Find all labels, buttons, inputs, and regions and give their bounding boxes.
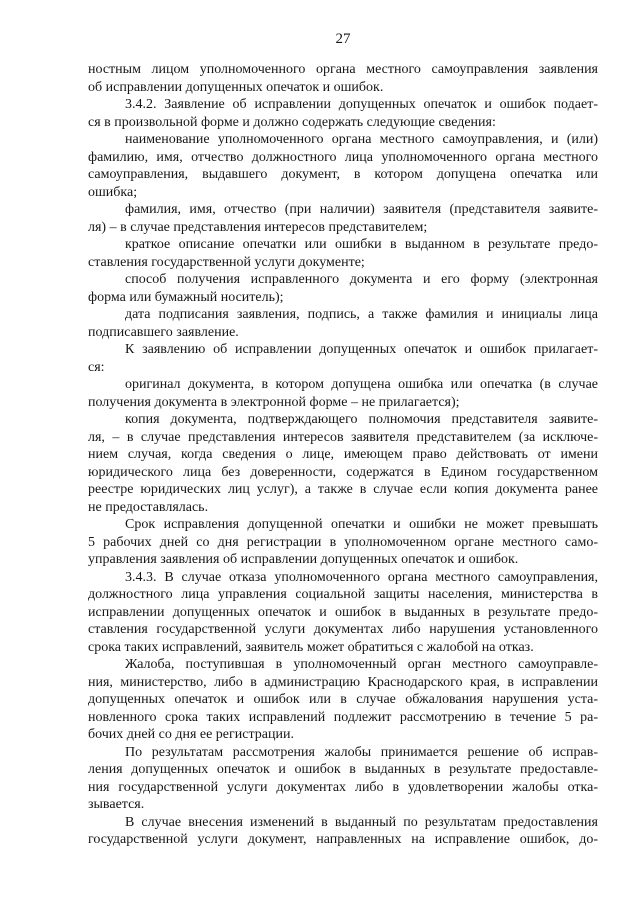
paragraph	[88, 306, 598, 341]
paragraph	[88, 411, 598, 516]
paragraph	[88, 744, 598, 814]
text-line: 3.4.3. В случае отказа уполномоченного органа местного самоуправления,	[125, 569, 598, 585]
text-line: должностного лица управления социальной защиты населения, министерства в	[88, 587, 598, 602]
text-line: Срок исправления допущенной опечатки и ошибки не может превышать	[125, 517, 598, 532]
text-line: фамилию, имя, отчество должностного лица уполномоченного органа местного	[88, 149, 598, 165]
text-line: К заявлению об исправлении допущенных опечаток и ошибок прилагает-	[125, 342, 598, 357]
text-line: подписавшего заявление.	[88, 324, 239, 340]
text-line: допущенных опечаток и ошибок или в случае обжалования нарушения уста-	[88, 692, 598, 707]
text-line: не предоставлялась.	[88, 499, 209, 515]
page-number: 27	[335, 31, 351, 47]
text-line: форма или бумажный носитель);	[88, 289, 284, 305]
paragraph	[88, 814, 598, 849]
text-line: бочих дней со дня ее регистрации.	[88, 727, 294, 742]
text-line: оригинал документа, в котором допущена ошибка или опечатка (в случае	[125, 377, 598, 392]
text-line: государственной услуги документ, направленных на исправление ошибок, до-	[88, 832, 598, 847]
text-line: исправлении допущенных опечаток и ошибок в выданных в результате предо-	[88, 604, 598, 620]
paragraph	[88, 656, 598, 744]
paragraph	[88, 236, 598, 271]
text-line: реестре юридических лиц услуг), а также в случае если копия документа ранее	[88, 482, 598, 497]
text-line: зывается.	[88, 797, 145, 812]
paragraph	[88, 61, 598, 96]
paragraph	[88, 131, 598, 201]
text-line: об исправлении допущенных опечаток и ошибок.	[88, 79, 384, 95]
text-line: ся в произвольной форме и должно содержать следующие сведения:	[88, 114, 496, 130]
text-line: ошибка;	[88, 184, 138, 200]
text-line: нием случая, когда сведения о лице, имеющем право действовать от имени	[88, 447, 598, 462]
text-line: дата подписания заявления, подпись, а также фамилия и инициалы лица	[125, 307, 598, 322]
paragraph	[88, 271, 598, 306]
text-line: ставления государственной услуги документе;	[88, 254, 365, 270]
text-line: управления заявления об исправлении допущенных опечаток и ошибок.	[88, 552, 519, 567]
text-line: способ получения исправленного документа и его форму (электронная	[125, 272, 598, 287]
text-line: срока таких исправлений, заявитель может обратиться с жалобой на отказ.	[88, 639, 534, 655]
text-line: ля) – в случае представления интересов представителем;	[88, 219, 428, 235]
text-line: ся:	[88, 359, 105, 375]
text-line: ностным лицом уполномоченного органа местного самоуправления заявления	[88, 62, 598, 77]
text-line: ставления государственной услуги документах либо нарушения установленного	[88, 622, 598, 637]
text-line: получения документа в электронной форме – не прилагается);	[88, 394, 460, 410]
paragraph	[88, 516, 598, 569]
text-line: новленного срока таких исправлений подлежит рассмотрению в течение 5 ра-	[88, 709, 598, 725]
paragraph	[88, 569, 598, 657]
text-line: В случае внесения изменений в выданный по результатам предоставления	[125, 814, 598, 830]
text-line: ля, – в случае представления интересов заявителя представителем (за исключе-	[88, 429, 598, 445]
paragraph	[88, 201, 598, 236]
paragraph	[88, 96, 598, 131]
text-line: По результатам рассмотрения жалобы принимается решение об исправ-	[125, 744, 598, 760]
text-line: наименование уполномоченного органа местного самоуправления, и (или)	[125, 132, 598, 147]
text-line: юридического лица без доверенности, содержатся в Едином государственном	[88, 464, 598, 480]
text-line: 3.4.2. Заявление об исправлении допущенных опечаток и ошибок подает-	[125, 97, 598, 112]
text-line: 5 рабочих дней со дня регистрации в уполномоченном органе местного само-	[88, 534, 598, 550]
text-line: копия документа, подтверждающего полномочия представителя заявите-	[125, 412, 598, 427]
document-body	[88, 61, 598, 849]
paragraph	[88, 341, 598, 376]
text-line: Жалоба, поступившая в уполномоченный орган местного самоуправле-	[125, 657, 598, 672]
paragraph	[88, 376, 598, 411]
text-line: ния, министерство, либо в администрацию Краснодарского края, в исправлении	[88, 674, 598, 690]
text-line: фамилия, имя, отчество (при наличии) заявителя (представителя заявите-	[125, 202, 598, 217]
text-line: краткое описание опечатки или ошибки в выданном в результате предо-	[125, 237, 598, 252]
text-line: ния государственной услуги документах либо в удовлетворении жалобы отка-	[88, 779, 598, 795]
text-line: самоуправления, выдавшего документ, в котором допущена опечатка или	[88, 167, 598, 182]
text-line: ления допущенных опечаток и ошибок в выданных в результате предоставле-	[88, 762, 598, 777]
